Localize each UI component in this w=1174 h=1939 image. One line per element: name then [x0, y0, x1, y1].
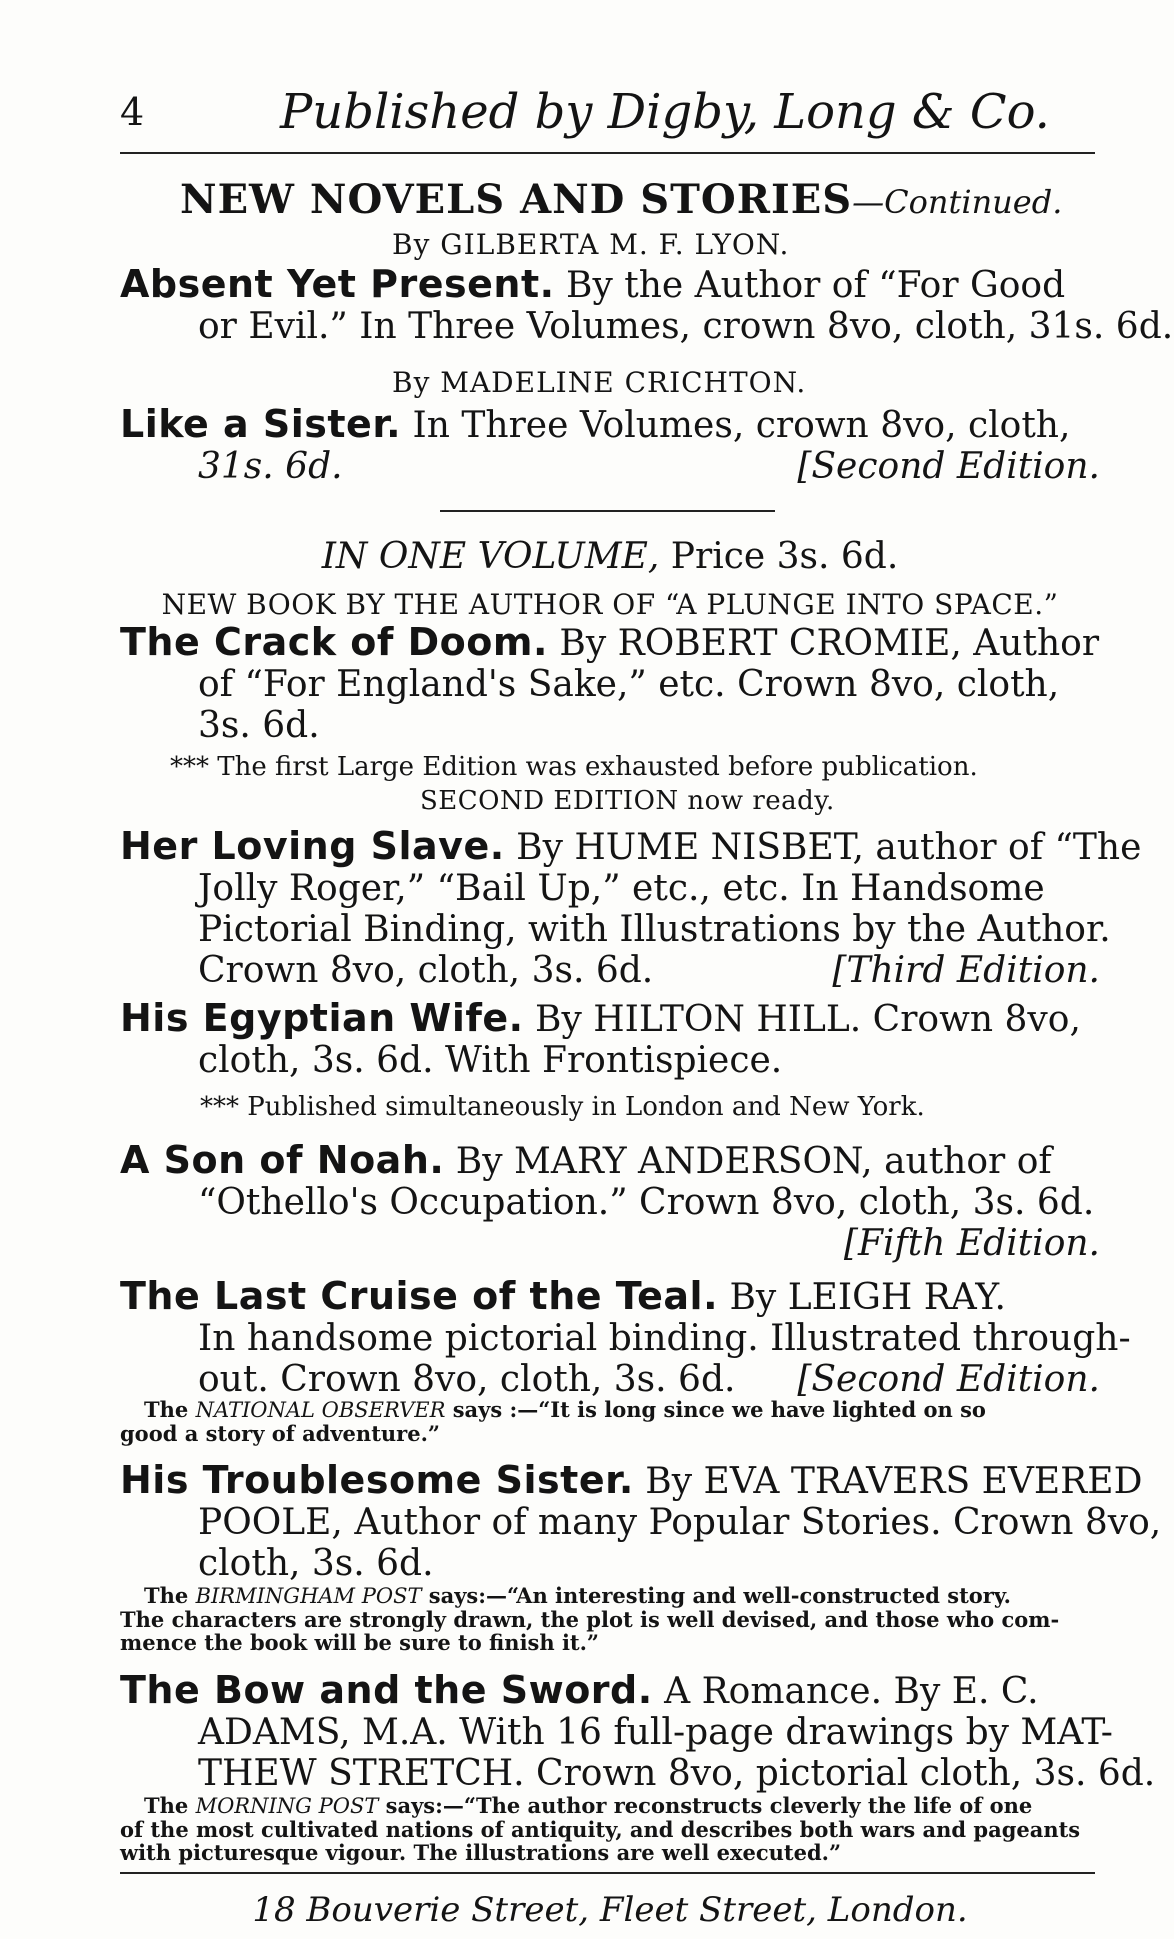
section-continued: —Continued.	[852, 183, 1063, 221]
review-text: The	[144, 1397, 196, 1422]
review-text: says:—“The author reconstructs cleverly the life of one	[378, 1793, 1033, 1818]
review-morning-post	[120, 1794, 1134, 1864]
review-text: says:—“An interesting and well-constructed story.	[421, 1583, 1011, 1608]
book-title: His Egyptian Wife.	[120, 996, 524, 1040]
entry-text: By LEIGH RAY.	[718, 1277, 1006, 1318]
review-text: good a story of adventure.”	[120, 1421, 440, 1446]
entry-her-loving-slave	[120, 824, 1142, 991]
review-source: NATIONAL OBSERVER	[195, 1398, 446, 1422]
entry-absent-yet-present	[120, 262, 1174, 347]
entry-text: By HILTON HILL. Crown 8vo,	[523, 999, 1081, 1040]
entry-text: Jolly Roger,” “Bail Up,” etc., etc. In Handsome	[198, 868, 1045, 909]
entry-text: “Othello's Occupation.” Crown 8vo, cloth, 3s. 6d.	[198, 1182, 1095, 1223]
one-volume-price: Price 3s. 6d.	[659, 536, 899, 577]
review-birmingham-post	[120, 1584, 1134, 1654]
entry-price: cloth, 3s. 6d.	[198, 1543, 434, 1584]
entry-text: By EVA TRAVERS EVERED	[633, 1461, 1143, 1502]
book-title: The Last Cruise of the Teal.	[120, 1274, 719, 1318]
book-title: His Troublesome Sister.	[120, 1458, 634, 1502]
entry-text: or Evil.” In Three Volumes, crown 8vo, cloth, 31s. 6d.	[198, 306, 1174, 347]
book-title: The Crack of Doom.	[120, 620, 548, 664]
footer-rule	[120, 1872, 1095, 1874]
edition-note: [Second Edition.	[797, 446, 1100, 487]
entry-text: out. Crown 8vo, cloth, 3s. 6d.	[198, 1359, 736, 1400]
entry-the-bow-and-the-sword	[120, 1668, 1156, 1794]
byline-lyon: By GILBERTA M. F. LYON.	[392, 228, 790, 261]
entry-text: cloth, 3s. 6d. With Frontispiece.	[198, 1040, 783, 1081]
review-source: BIRMINGHAM POST	[195, 1584, 422, 1608]
book-title: Like a Sister.	[120, 402, 402, 446]
byline-crichton: By MADELINE CRICHTON.	[392, 366, 807, 399]
edition-note: *** Published simultaneously in London and New York.	[200, 1092, 925, 1122]
edition-note: [Third Edition.	[832, 950, 1100, 991]
new-book-subhead: NEW BOOK BY THE AUTHOR OF “A PLUNGE INTO SPACE.”	[161, 588, 1059, 621]
review-text: of the most cultivated nations of antiquity, and describes both wars and pageants	[120, 1817, 1081, 1842]
entry-like-a-sister	[120, 404, 1100, 487]
review-text: The	[144, 1793, 196, 1818]
footer-address: 18 Bouverie Street, Fleet Street, London.	[252, 1890, 968, 1930]
book-title: The Bow and the Sword.	[120, 1668, 653, 1712]
entry-price: 3s. 6d.	[198, 705, 320, 746]
entry-crack-of-doom	[120, 622, 1100, 746]
entry-text: By MARY ANDERSON, author of	[444, 1141, 1052, 1182]
section-heading	[180, 176, 1062, 223]
entry-price: 31s. 6d.	[198, 446, 343, 487]
running-title: Published by Digby, Long & Co.	[280, 84, 1050, 140]
review-source: MORNING POST	[195, 1794, 379, 1818]
one-volume-heading	[120, 536, 1100, 577]
review-national-observer	[120, 1398, 1134, 1445]
edition-note: [Second Edition.	[797, 1359, 1100, 1400]
entry-text: POOLE, Author of many Popular Stories. Crown 8vo,	[198, 1502, 1162, 1543]
book-title: Her Loving Slave.	[120, 824, 505, 868]
entry-text: In handsome pictorial binding. Illustrated through-	[198, 1318, 1131, 1359]
review-text: The	[144, 1583, 196, 1608]
entry-text: Pictorial Binding, with Illustrations by the Author.	[198, 909, 1111, 950]
entry-text: ADAMS, M.A. With 16 full-page drawings by MAT-	[198, 1712, 1113, 1753]
book-title: A Son of Noah.	[120, 1138, 445, 1182]
page-number: 4	[120, 90, 145, 134]
entry-last-cruise-of-the-teal	[120, 1274, 1131, 1400]
entry-his-egyptian-wife	[120, 998, 1100, 1081]
entry-text: By ROBERT CROMIE, Author	[547, 623, 1100, 664]
section-heading-text: NEW NOVELS AND STORIES	[180, 176, 853, 223]
entry-text: By the Author of “For Good	[554, 265, 1066, 306]
edition-note: [Fifth Edition.	[843, 1223, 1100, 1264]
review-text: The characters are strongly drawn, the plot is well devised, and those who com-	[120, 1607, 1060, 1632]
entry-his-troublesome-sister	[120, 1458, 1162, 1584]
edition-note: SECOND EDITION now ready.	[420, 786, 835, 816]
header-rule	[120, 152, 1095, 154]
review-text: says :—“It is long since we have lighted on so	[445, 1397, 986, 1422]
entry-text: In Three Volumes, crown 8vo, cloth,	[401, 405, 1071, 446]
entry-text: of “For England's Sake,” etc. Crown 8vo, cloth,	[198, 664, 1060, 705]
entry-text: A Romance. By E. C.	[652, 1671, 1039, 1712]
entry-text: Crown 8vo, cloth, 3s. 6d.	[198, 950, 654, 991]
entry-a-son-of-noah	[120, 1140, 1100, 1264]
entry-text: By HUME NISBET, author of “The	[504, 827, 1142, 868]
divider	[440, 510, 775, 512]
book-title: Absent Yet Present.	[120, 262, 555, 306]
page-header	[120, 80, 1094, 150]
entry-text: THEW STRETCH. Crown 8vo, pictorial cloth, 3s. 6d.	[198, 1753, 1156, 1794]
one-volume-label: IN ONE VOLUME,	[321, 536, 660, 577]
edition-note: *** The first Large Edition was exhausted before publication.	[170, 752, 978, 782]
review-text: mence the book will be sure to finish it.”	[120, 1630, 600, 1655]
review-text: with picturesque vigour. The illustrations are well executed.”	[120, 1840, 842, 1865]
